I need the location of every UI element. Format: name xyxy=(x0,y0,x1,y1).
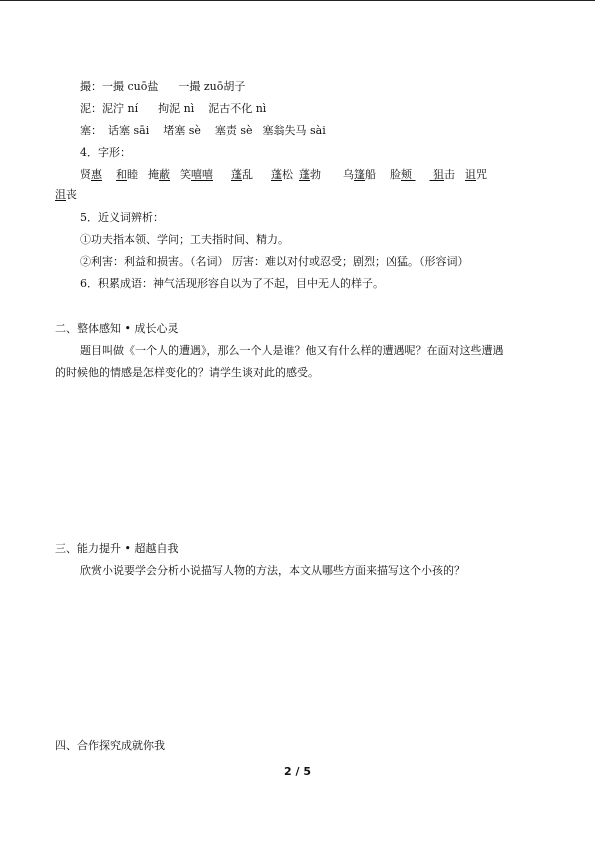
section-2-body-1: 题目叫做《一个人的遭遇》，那么一个人是谁？他又有什么样的遭遇呢？在面对这些遭遇 xyxy=(80,344,504,357)
vocab-char: 塞： xyxy=(80,124,102,137)
vocab-word: 一撮 cuō盐 xyxy=(102,80,159,93)
zixing-word xyxy=(271,168,293,182)
section-3-title: 三、能力提升 • 超越自我 xyxy=(55,542,179,555)
zixing-underlined: 沮 xyxy=(55,188,66,201)
jinyi-item-2: ②利害：利益和损害。（名词） 厉害：难以对付或忍受；剧烈；凶猛。（形容词） xyxy=(80,255,469,268)
zixing-underlined: 诅 xyxy=(465,168,476,181)
zixing-plain: 乱 xyxy=(242,168,253,181)
zixing-underlined: 和 xyxy=(116,168,127,181)
zixing-underlined: 颊 xyxy=(401,168,416,181)
zixing-plain: 勃 xyxy=(310,168,321,181)
zixing-underlined: 蓬 xyxy=(271,168,282,181)
vocab-word: 泥泞 ní xyxy=(102,102,139,115)
zixing-plain: 咒 xyxy=(476,168,487,181)
zixing-word xyxy=(299,168,321,182)
zixing-underlined: 惠 xyxy=(91,168,102,181)
zixing-underlined: 篷 xyxy=(354,168,365,181)
vocab-word: 拘泥 nì xyxy=(158,102,195,115)
vocab-char: 撮： xyxy=(80,80,102,93)
zixing-word xyxy=(465,168,487,182)
chengyu-line: 6．积累成语：神气活现形容自以为了不起，目中无人的样子。 xyxy=(80,277,384,290)
vocab-word: 话塞 sāi xyxy=(108,124,150,137)
zixing-underlined: 狙 xyxy=(429,168,444,181)
zixing-word xyxy=(148,168,170,182)
zixing-word xyxy=(180,168,213,182)
zixing-plain: 击 xyxy=(444,168,455,181)
zixing-row xyxy=(80,168,487,182)
page-number: 2 / 5 xyxy=(284,765,311,778)
zixing-word xyxy=(231,168,253,182)
top-border xyxy=(0,0,595,1)
vocab-word: 塞责 sè xyxy=(214,124,253,137)
zixing-word xyxy=(430,168,456,182)
vocab-char: 泥： xyxy=(80,102,102,115)
vocab-word: 泥古不化 nì xyxy=(208,102,267,115)
jinyi-heading: 5．近义词辨析： xyxy=(80,211,164,224)
vocab-word: 塞翁失马 sài xyxy=(262,124,326,137)
section-3-body: 欣赏小说要学会分析小说描写人物的方法，本文从哪些方面来描写这个小孩的？ xyxy=(80,564,465,577)
zixing-plain: 睦 xyxy=(127,168,138,181)
zixing-plain: 松 xyxy=(282,168,293,181)
section-2-body-2: 的时候他的情感是怎样变化的？请学生谈对此的感受。 xyxy=(55,366,319,379)
zixing-heading: 4．字形： xyxy=(80,146,131,159)
vocab-word: 一撮 zuō胡子 xyxy=(178,80,246,93)
zixing-plain: 乌 xyxy=(343,168,354,181)
zixing-row-last xyxy=(55,188,77,202)
zixing-word xyxy=(116,168,138,182)
zixing-plain: 笑 xyxy=(180,168,191,181)
zixing-plain: 贤 xyxy=(80,168,91,181)
jinyi-item-1: ①功夫指本领、学问；工夫指时间、精力。 xyxy=(80,233,289,246)
section-4-title: 四、合作探究成就你我 xyxy=(55,739,165,752)
vocab-word: 堵塞 sè xyxy=(163,124,201,137)
zixing-word xyxy=(390,168,416,182)
zixing-underlined: 嘻嘻 xyxy=(191,168,213,181)
zixing-underlined: 蔽 xyxy=(159,168,170,181)
vocab-line-ni xyxy=(80,102,266,116)
zixing-plain: 船 xyxy=(365,168,376,181)
zixing-underlined: 蓬 xyxy=(231,168,242,181)
zixing-word xyxy=(80,168,102,182)
zixing-plain: 脸 xyxy=(390,168,401,181)
vocab-line-sai xyxy=(80,124,326,138)
zixing-plain: 掩 xyxy=(148,168,159,181)
zixing-word xyxy=(343,168,376,182)
zixing-underlined: 蓬 xyxy=(299,168,310,181)
section-2-title: 二、整体感知 • 成长心灵 xyxy=(55,322,179,335)
zixing-plain: 丧 xyxy=(66,188,77,201)
vocab-line-cuo xyxy=(80,80,245,94)
